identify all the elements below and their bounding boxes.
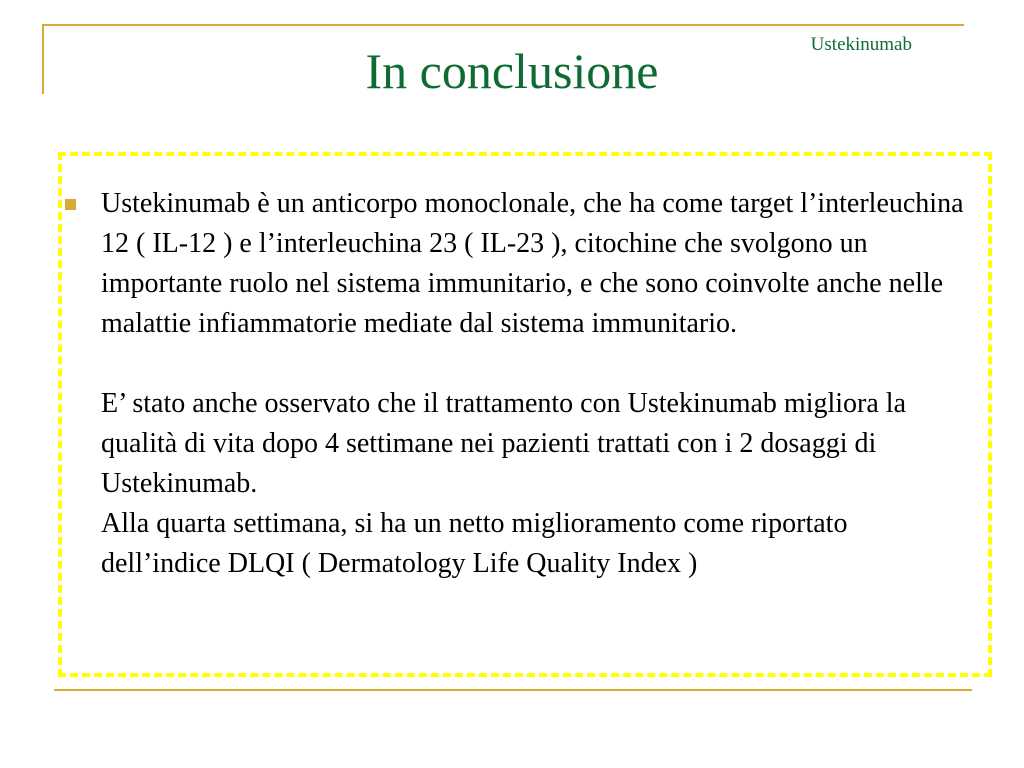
top-rule: [42, 24, 964, 26]
paragraph-1: Ustekinumab è un anticorpo monoclonale, che ha come target l’interleuchina 12 ( IL-12 ) e l’interleuchina 23 ( IL-23 ), citochine che svolgono un importante ruolo nel sistema immunitario, e che sono coinvolte anche nelle malattie infiammatorie mediate dal sistema immunitario.: [101, 188, 964, 339]
paragraph-gap: [101, 344, 971, 384]
bottom-rule: [54, 689, 972, 691]
bullet-paragraph: [101, 184, 971, 584]
paragraph-2: E’ stato anche osservato che il trattamento con Ustekinumab migliora la qualità di vita dopo 4 settimane nei pazienti trattati con i 2 dosaggi di Ustekinumab.: [101, 388, 906, 499]
paragraph-3: Alla quarta settimana, si ha un netto miglioramento come riportato dell’indice DLQI ( Dermatology Life Quality Index ): [101, 508, 848, 579]
section-tag: Ustekinumab: [810, 34, 912, 55]
square-bullet-icon: [65, 199, 76, 210]
slide-title: In conclusione: [365, 43, 659, 99]
